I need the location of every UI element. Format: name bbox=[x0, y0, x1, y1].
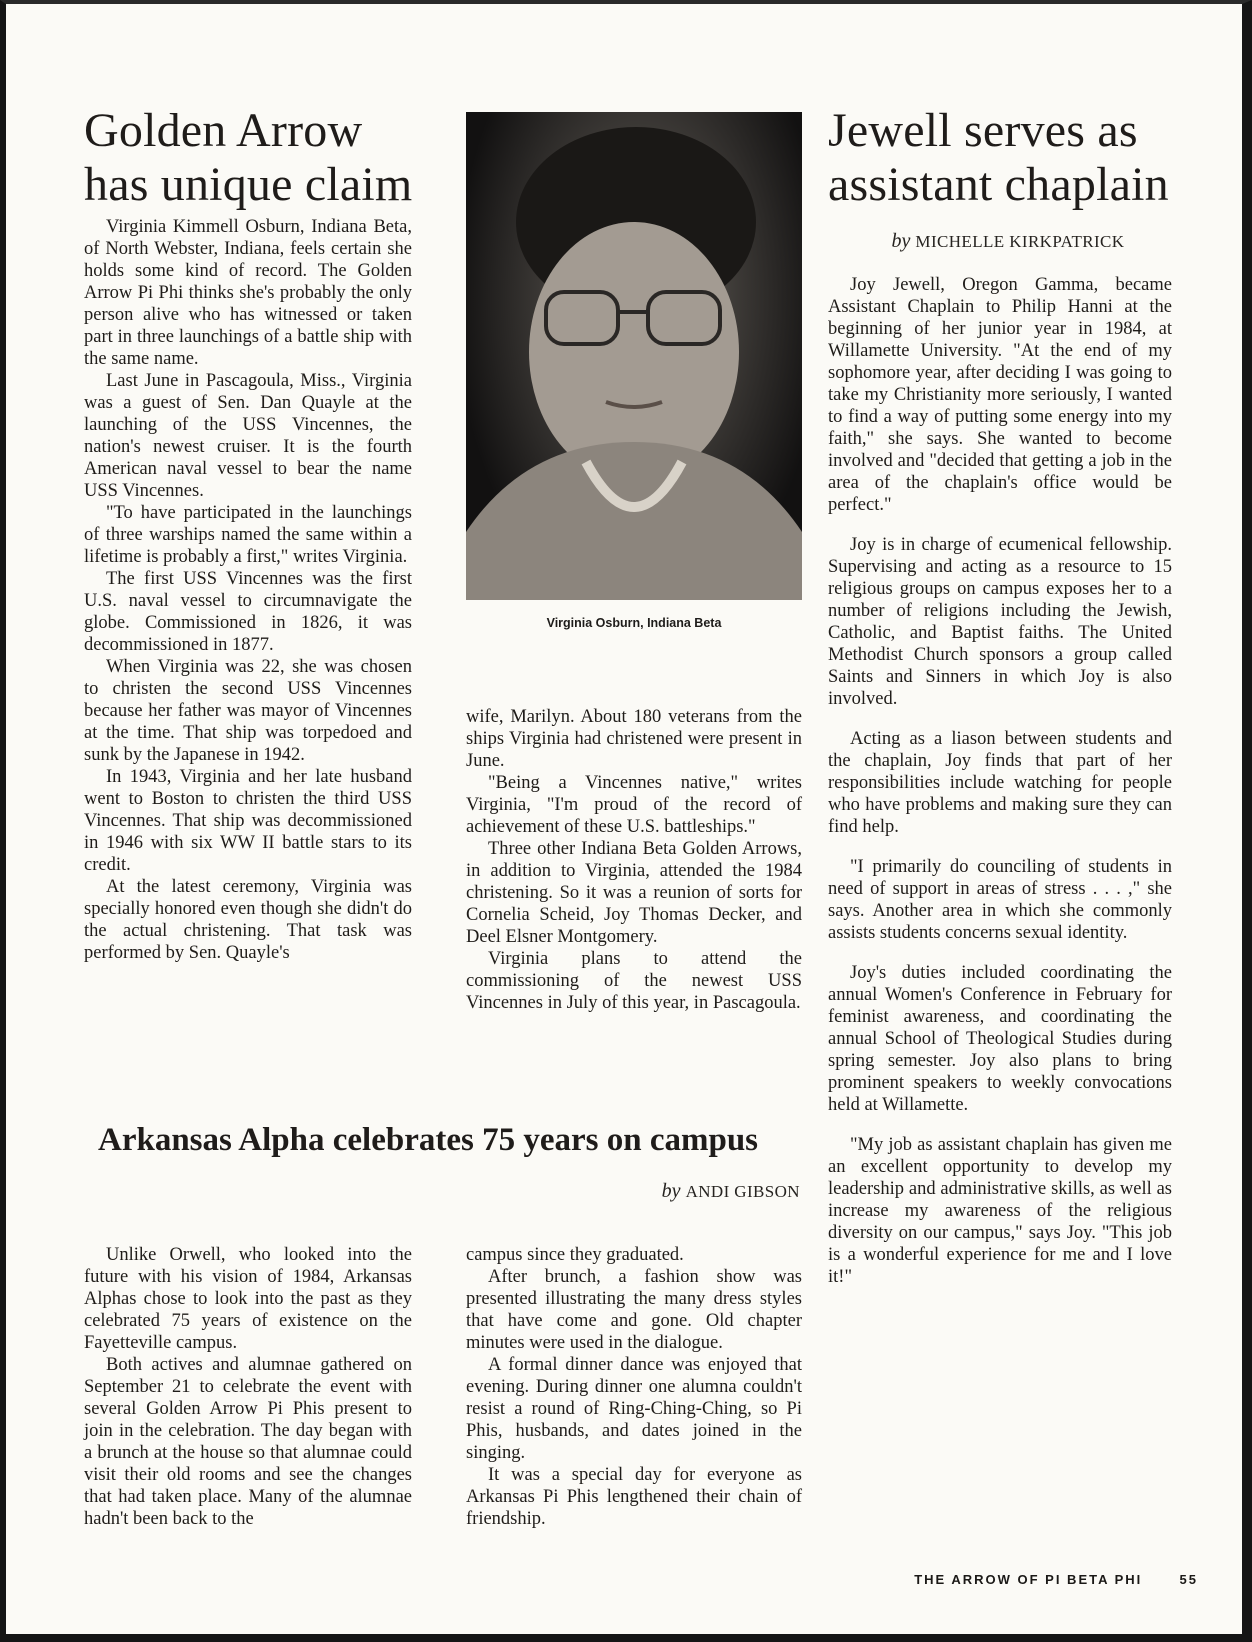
paragraph: Virginia plans to attend the commissioning of the newest USS Vincennes in July of this year, in Pascagoula. bbox=[466, 949, 802, 1013]
portrait-illustration bbox=[466, 112, 802, 600]
byline-by: by bbox=[661, 1180, 681, 1202]
paragraph: Unlike Orwell, who looked into the future with his vision of 1984, Arkansas Alphas chose to look into the past as they celebrated 75 years of existence on the Fayetteville campus. bbox=[84, 1245, 412, 1353]
paragraph: Joy's duties included coordinating the annual Women's Conference in February for feminist awareness, and coordinating the annual School of Theological Studies during spring semester. Joy also plans to bring prominent speakers to weekly convocations held at Willamette. bbox=[828, 963, 1172, 1115]
headline-jewell: Jewell serves as assistant chaplain bbox=[828, 104, 1169, 211]
paragraph: Joy Jewell, Oregon Gamma, became Assistant Chaplain to Philip Hanni at the beginning of her junior year in 1984, at Willamette University. "At the end of my sophomore year, after deciding I was going to take my Christianity more seriously, I wanted to find a way of putting some energy into my faith," she says. She wanted to become involved and "decided that getting a job in the area of the chaplain's office would be perfect." bbox=[828, 275, 1172, 515]
byline-jewell bbox=[828, 230, 1188, 253]
article-golden-arrow-col2 bbox=[466, 706, 802, 1014]
paragraph: Acting as a liason between students and the chaplain, Joy finds that part of her responsibilities include watching for people who have problems and making sure they can find help. bbox=[828, 729, 1172, 837]
byline-arkansas bbox=[566, 1180, 800, 1203]
paragraph: When Virginia was 22, she was chosen to christen the second USS Vincennes because her father was mayor of Vincennes at the time. That ship was torpedoed and sunk by the Japanese in 1942. bbox=[84, 657, 412, 765]
page-number: 55 bbox=[1179, 1572, 1198, 1587]
article-arkansas bbox=[98, 1122, 798, 1159]
paragraph: The first USS Vincennes was the first U.S. naval vessel to circumnavigate the globe. Commissioned in 1826, it was decommissioned in 1877. bbox=[84, 569, 412, 655]
paragraph: Both actives and alumnae gathered on September 21 to celebrate the event with several Golden Arrow Pi Phis present to join in the celebration. The day began with a brunch at the house so that alumnae could visit their old rooms and see the changes that had taken place. Many of the alumnae hadn't been back to the bbox=[84, 1355, 412, 1529]
publication-name: THE ARROW OF PI BETA PHI bbox=[914, 1572, 1143, 1587]
paragraph: "My job as assistant chaplain has given me an excellent opportunity to develop my leadership and administrative skills, as well as increase my awareness of the religious diversity on our campus," says Joy. "This job is a wonderful experience for me and I love it!" bbox=[828, 1135, 1172, 1287]
paragraph: After brunch, a fashion show was presented illustrating the many dress styles that have come and gone. Old chapter minutes were used in the dialogue. bbox=[466, 1267, 802, 1353]
article-arkansas-col1 bbox=[84, 1244, 412, 1530]
paragraph: campus since they graduated. bbox=[466, 1245, 684, 1265]
paragraph: Three other Indiana Beta Golden Arrows, in addition to Virginia, attended the 1984 christening. So it was a reunion of sorts for Cornelia Scheid, Joy Thomas Decker, and Deel Elsner Montgomery. bbox=[466, 839, 802, 947]
paragraph: Virginia Kimmell Osburn, Indiana Beta, of North Webster, Indiana, feels certain she holds some kind of record. The Golden Arrow Pi Phi thinks she's probably the only person alive who has witnessed or taken part in three launchings of a battle ship with the same name. bbox=[84, 217, 412, 369]
paragraph: In 1943, Virginia and her late husband went to Boston to christen the third USS Vincennes. That ship was decommissioned in 1946 with six WW II battle stars to its credit. bbox=[84, 767, 412, 875]
article-jewell-body bbox=[828, 274, 1172, 1306]
page-footer bbox=[868, 1572, 1198, 1587]
paragraph: "I primarily do counciling of students in need of support in areas of stress . . . ," she says. Another area in which she commonly assists students concerns sexual identity. bbox=[828, 857, 1172, 943]
article-golden-arrow-col1 bbox=[84, 216, 412, 964]
byline-author: MICHELLE KIRKPATRICK bbox=[915, 232, 1125, 251]
photo-caption: Virginia Osburn, Indiana Beta bbox=[546, 616, 722, 630]
paragraph: wife, Marilyn. About 180 veterans from the ships Virginia had christened were present in June. bbox=[466, 707, 802, 771]
article-jewell bbox=[828, 104, 1188, 253]
paragraph: "Being a Vincennes native," writes Virginia, "I'm proud of the record of achievement of these U.S. battleships." bbox=[466, 773, 802, 837]
paragraph: It was a special day for everyone as Arkansas Pi Phis lengthened their chain of friendship. bbox=[466, 1465, 802, 1529]
article-arkansas-col2 bbox=[466, 1244, 802, 1530]
paragraph: Last June in Pascagoula, Miss., Virginia was a guest of Sen. Dan Quayle at the launching of the USS Vincennes, the nation's newest cruiser. It is the fourth American naval vessel to bear the name USS Vincennes. bbox=[84, 371, 412, 501]
paragraph: Joy is in charge of ecumenical fellowship. Supervising and acting as a resource to 15 religious groups on campus exposes her to a number of religions including the Jewish, Catholic, and Baptist faiths. The United Methodist Church sponsors a group called Saints and Sinners in which Joy is also involved. bbox=[828, 535, 1172, 709]
byline-by: by bbox=[891, 230, 911, 252]
paragraph: "To have participated in the launchings of three warships named the same within a lifetime is probably a first," writes Virginia. bbox=[84, 503, 412, 567]
portrait-photo bbox=[466, 112, 802, 600]
headline-golden-arrow: Golden Arrow has unique claim bbox=[84, 104, 413, 211]
byline-author: ANDI GIBSON bbox=[685, 1182, 800, 1201]
paragraph: At the latest ceremony, Virginia was specially honored even though she didn't do the actual christening. That task was performed by Sen. Quayle's bbox=[84, 877, 412, 963]
headline-arkansas: Arkansas Alpha celebrates 75 years on campus bbox=[98, 1122, 759, 1158]
article-golden-arrow bbox=[84, 104, 414, 212]
paragraph: A formal dinner dance was enjoyed that evening. During dinner one alumna couldn't resist a round of Ring-Ching-Ching, so Pi Phis, husbands, and dates joined in the singing. bbox=[466, 1355, 802, 1463]
